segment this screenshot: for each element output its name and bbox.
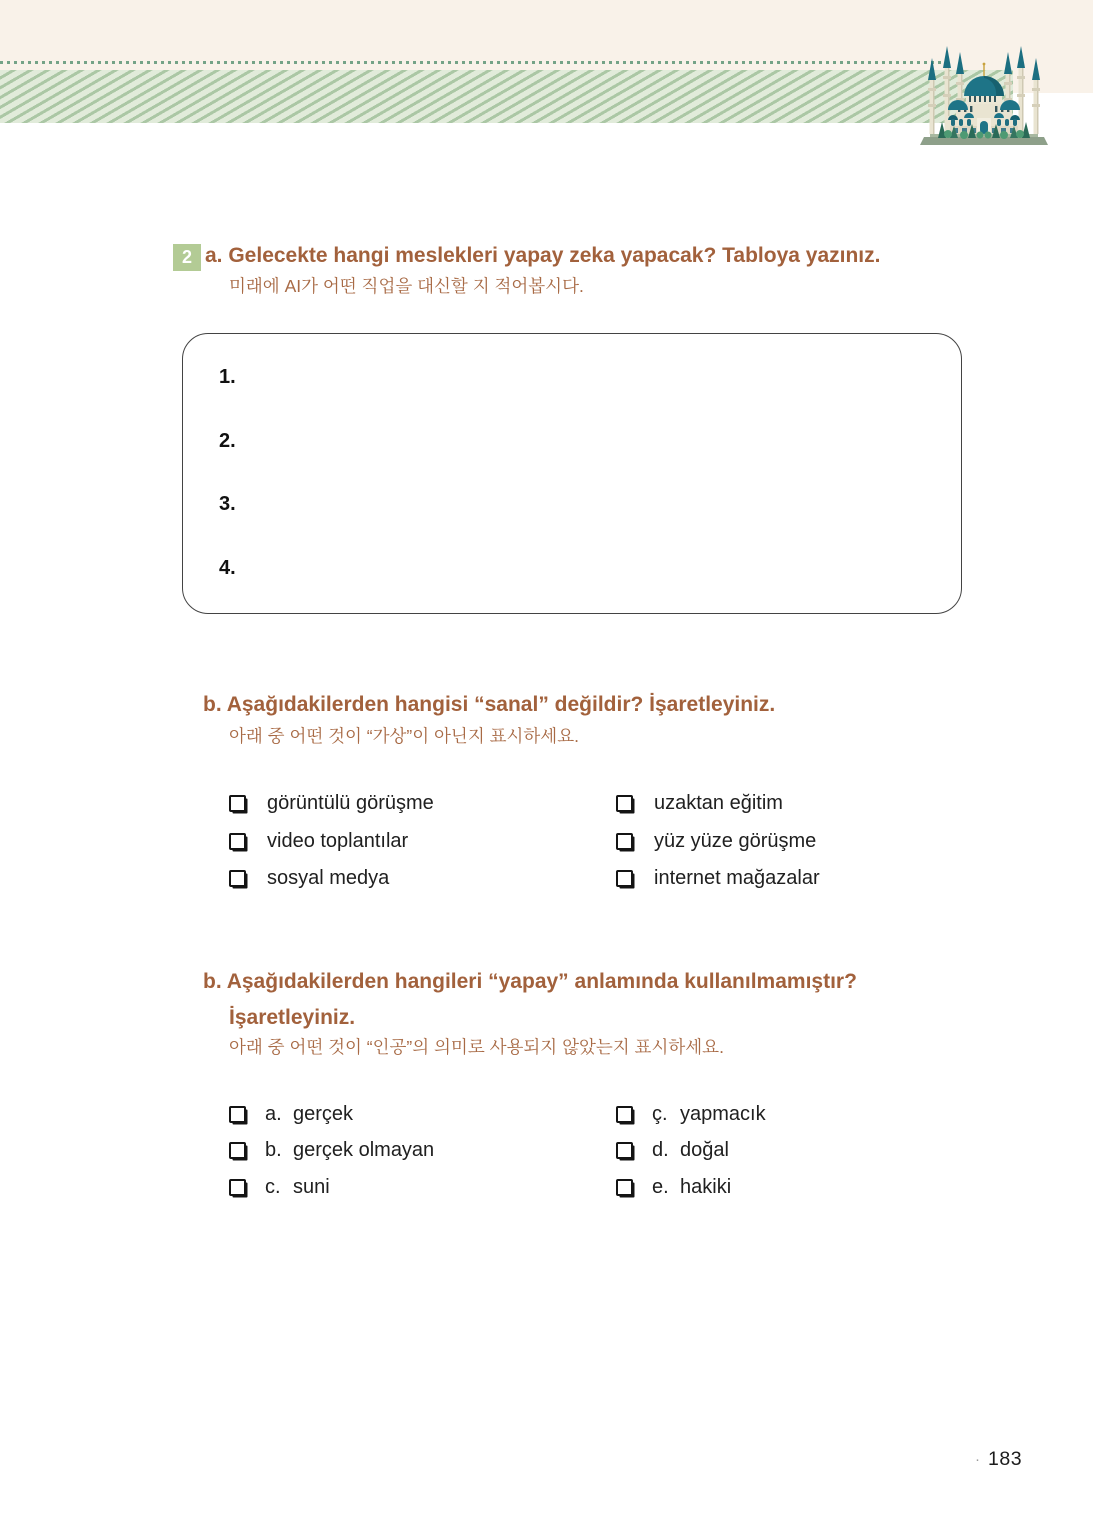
checkbox-dogal[interactable]: [616, 1142, 633, 1159]
checkbox-internet-magazalar[interactable]: [616, 870, 633, 887]
option-row: [229, 1096, 434, 1133]
b2-options-column-1: [229, 1096, 434, 1206]
answer-line-4[interactable]: 4.: [219, 556, 236, 579]
page-number: [975, 1448, 1022, 1471]
page-number-dot: ·: [975, 1451, 980, 1468]
option-letter: c.: [265, 1175, 281, 1198]
option-letter: a.: [265, 1102, 282, 1125]
option-label: hakiki: [680, 1175, 732, 1198]
option-row: [616, 1133, 766, 1170]
option-label: doğal: [680, 1139, 729, 1162]
option-letter: ç.: [652, 1102, 668, 1125]
option-letter: d.: [652, 1139, 669, 1162]
option-row: [229, 823, 434, 861]
checkbox-goruntulu-gorusme[interactable]: [229, 795, 246, 812]
option-label: gerçek olmayan: [293, 1139, 435, 1162]
mosque-icon: [920, 42, 1048, 146]
option-row: [616, 823, 820, 861]
answer-line-1[interactable]: 1.: [219, 366, 236, 388]
option-letter: b.: [265, 1139, 282, 1162]
checkbox-gercek[interactable]: [229, 1106, 246, 1123]
b1-options-column-1: [229, 785, 434, 898]
part-a-title: a. Gelecekte hangi meslekleri yapay zeka yapacak? Tabloya yazınız.: [205, 244, 881, 267]
option-label: suni: [293, 1175, 330, 1198]
option-row: [229, 785, 434, 823]
option-row: [229, 1169, 434, 1206]
page-number-value: 183: [988, 1448, 1023, 1470]
option-label: yüz yüze görüşme: [654, 829, 817, 852]
b2-options-column-2: [616, 1096, 766, 1206]
header-stripe-band: [0, 70, 1013, 123]
checkbox-uzaktan-egitim[interactable]: [616, 795, 633, 812]
checkbox-yuz-yuze-gorusme[interactable]: [616, 833, 633, 850]
option-label: görüntülü görüşme: [267, 792, 434, 815]
exercise-number-badge: 2: [173, 244, 201, 271]
option-row: [229, 860, 434, 898]
option-label: internet mağazalar: [654, 867, 820, 890]
option-row: [616, 860, 820, 898]
option-row: [616, 1096, 766, 1133]
option-row: [616, 785, 820, 823]
option-label: uzaktan eğitim: [654, 792, 783, 815]
option-row: [616, 1169, 766, 1206]
part-a-subtitle-korean: 미래에 AI가 어떤 직업을 대신할 지 적어봅시다.: [229, 276, 584, 296]
option-label: gerçek: [293, 1102, 354, 1125]
header-dotted-line: [0, 61, 943, 64]
option-label: sosyal medya: [267, 867, 390, 890]
checkbox-hakiki[interactable]: [616, 1179, 633, 1196]
checkbox-gercek-olmayan[interactable]: [229, 1142, 246, 1159]
answer-line-2[interactable]: 2.: [219, 429, 236, 452]
part-b2-title-line2: İşaretleyiniz.: [229, 1005, 356, 1029]
answer-line-3[interactable]: 3.: [219, 493, 236, 515]
option-row: [229, 1133, 434, 1170]
checkbox-yapmacik[interactable]: [616, 1106, 633, 1123]
part-b2-title-line1: b. Aşağıdakilerden hangileri “yapay” anlamında kullanılmamıştır?: [203, 970, 857, 993]
option-letter: e.: [652, 1175, 669, 1198]
part-b2-title: [203, 964, 857, 1035]
part-b2-subtitle-korean: 아래 중 어떤 것이 “인공”의 의미로 사용되지 않았는지 표시하세요.: [229, 1037, 724, 1057]
checkbox-video-toplantilar[interactable]: [229, 833, 246, 850]
checkbox-suni[interactable]: [229, 1179, 246, 1196]
option-label: video toplantılar: [267, 829, 409, 852]
checkbox-sosyal-medya[interactable]: [229, 870, 246, 887]
answer-box: [182, 333, 962, 614]
part-b1-subtitle-korean: 아래 중 어떤 것이 “가상”이 아닌지 표시하세요.: [229, 726, 579, 746]
b1-options-column-2: [616, 785, 820, 898]
option-label: yapmacık: [680, 1102, 766, 1125]
part-b1-title: b. Aşağıdakilerden hangisi “sanal” değildir? İşaretleyiniz.: [203, 693, 776, 716]
